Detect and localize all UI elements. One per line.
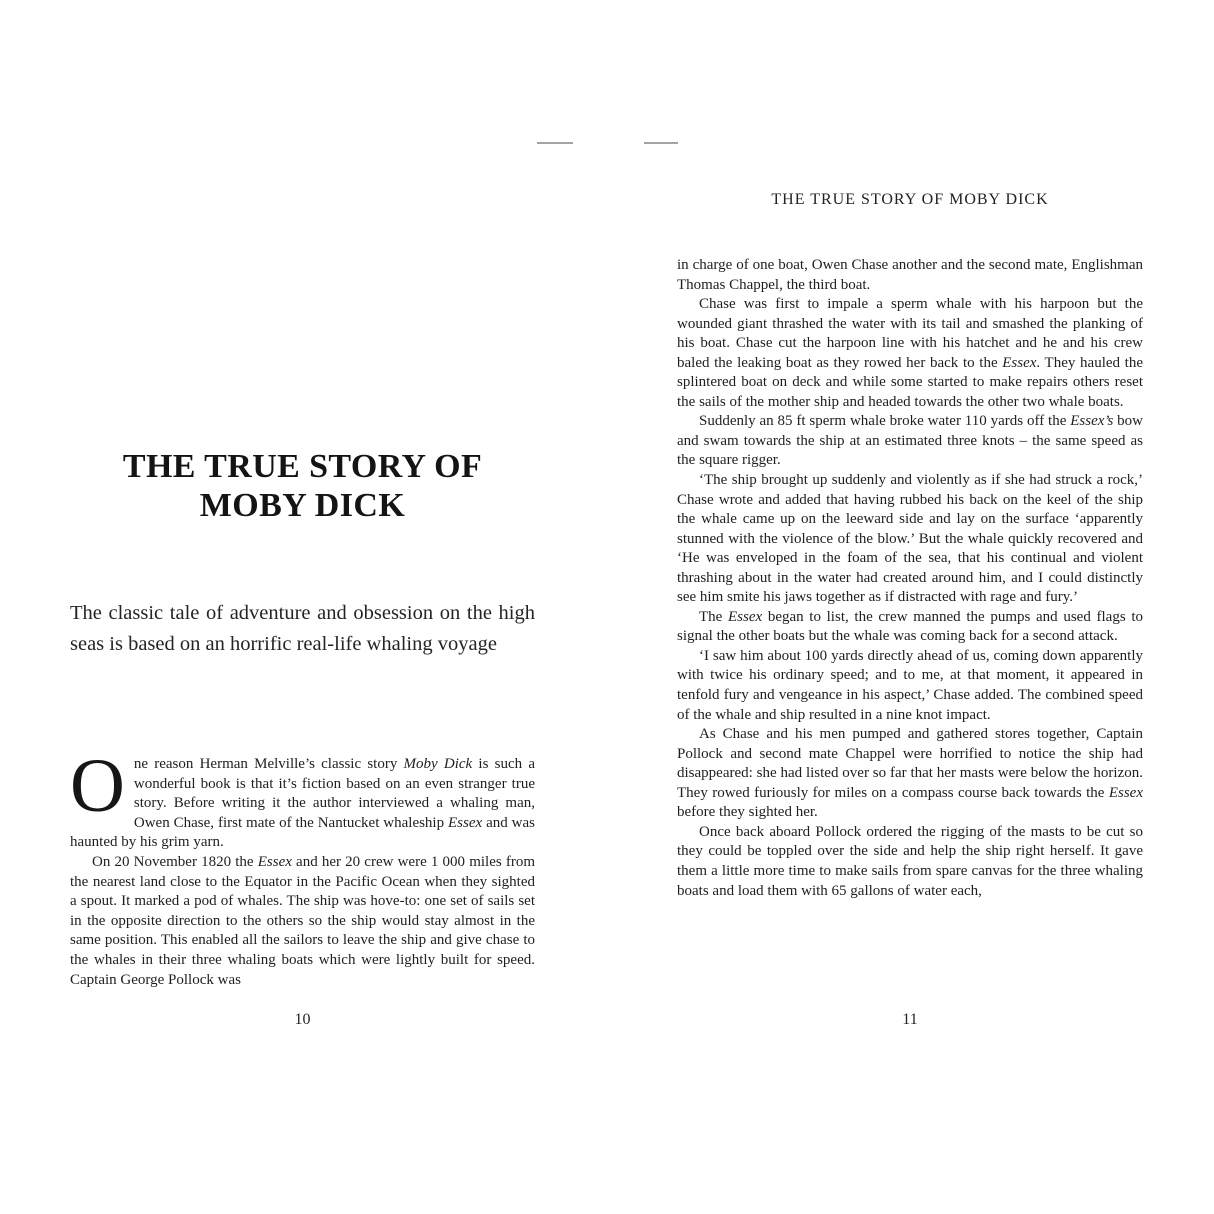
paragraph xyxy=(70,744,535,853)
paragraph: ‘The ship brought up suddenly and violently as if she had struck a rock,’ Chase wrote and added that having rubbed his back on the keel of the ship the whale came up on the leeward side and lay on the surface ‘apparently stunned with the violence of the blow.’ But the whale quickly recovered and ‘He was enveloped in the foam of the sea, that his continual and violent thrashing about in the water had created around him, and I could distinctly see him smite his jaws together as if distracted with rage and fury.’ xyxy=(677,472,1143,606)
paragraph: On 20 November 1820 the Essex and her 20 crew were 1 000 miles from the nearest land close to the Equator in the Pacific Ocean when they sighted a spout. It marked a pod of whales. The ship was hove-to: one set of sails set in the opposite direction to the others so the ship would stay almost in the same position. This enabled all the sailors to leave the ship and give chase to the whales in their three whaling boats which were lightly built for speed. Captain George Pollock was xyxy=(70,853,535,988)
gutter-mark-left-icon xyxy=(537,142,573,144)
page-number-left: 10 xyxy=(294,1011,311,1028)
drop-cap: O xyxy=(70,744,125,828)
chapter-title-line1: THE TRUE STORY OF xyxy=(122,448,483,485)
running-header: THE TRUE STORY OF MOBY DICK xyxy=(771,191,1049,208)
page-number-right: 11 xyxy=(902,1011,918,1028)
paragraph: ‘I saw him about 100 yards directly ahead of us, coming down apparently with twice his ordinary speed; and to me, at that moment, it appeared in tenfold fury and vengeance in his aspect,’ Chase added. The combined speed of the whale and ship resulted in a nine knot impact. xyxy=(677,647,1143,723)
paragraph: Suddenly an 85 ft sperm whale broke water 110 yards off the Essex’s bow and swam towards the ship at an estimated three knots – the same speed as the square rigger. xyxy=(677,413,1143,469)
chapter-title xyxy=(70,447,535,525)
paragraph: in charge of one boat, Owen Chase another and the second mate, Englishman Thomas Chappel, the third boat. xyxy=(677,257,1143,293)
paragraph-text: ne reason Herman Melville’s classic story Moby Dick is such a wonderful book is that it’s fiction based on an even stranger true story. Before writing it the author interviewed a whaling man, Owen Chase, first mate of the Nantucket whaleship Essex and was haunted by his grim yarn. xyxy=(70,756,535,851)
left-page-body xyxy=(70,744,535,990)
paragraph: Chase was first to impale a sperm whale with his harpoon but the wounded giant thrashed the water with its tail and smashed the planking of his boat. Chase cut the harpoon line with his hatchet and he and his crew baled the leaking boat as they rowed her back to the Essex. They hauled the splintered boat on deck and while some started to make repairs others reset the sails of the mother ship and headed towards the other two whale boats. xyxy=(677,296,1143,410)
gutter-mark-right-icon xyxy=(644,142,678,144)
chapter-subtitle: The classic tale of adventure and obsession on the high seas is based on an horrific real-life whaling voyage xyxy=(70,602,535,655)
paragraph: Once back aboard Pollock ordered the rigging of the masts to be cut so they could be toppled over the side and help the ship right herself. It gave them a little more time to make sails from spare canvas for the three whaling boats and load them with 65 gallons of water each, xyxy=(677,823,1143,899)
paragraph: As Chase and his men pumped and gathered stores together, Captain Pollock and second mate Chappel were horrified to notice the ship had disappeared: she had listed over so far that her masts were below the horizon. They rowed furiously for miles on a compass course back towards the Essex before they sighted her. xyxy=(677,726,1143,821)
chapter-title-line2: MOBY DICK xyxy=(199,487,406,524)
paragraph: The Essex began to list, the crew manned the pumps and used flags to signal the other boats but the whale was coming back for a second attack. xyxy=(677,608,1143,645)
right-page-body xyxy=(677,256,1143,901)
